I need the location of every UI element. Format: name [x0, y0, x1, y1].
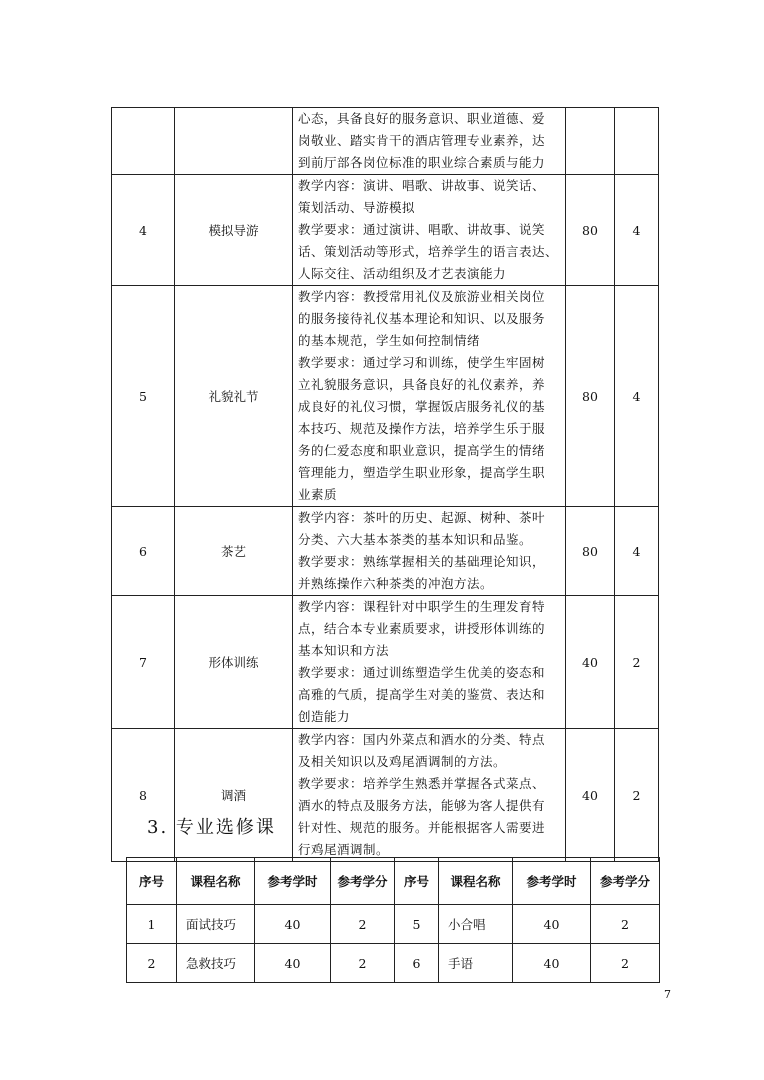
content-line: 教学内容：教授常用礼仪及旅游业相关岗位 — [298, 289, 546, 304]
content-line: 本技巧、规范及操作方法，培养学生乐于服 — [298, 421, 546, 436]
cell-ref-credits — [615, 108, 659, 175]
content-line: 分类、六大基本茶类的基本知识和品鉴。 — [298, 532, 533, 547]
cell-ref-credits: 4 — [615, 507, 659, 596]
content-line: 话、策划活动等形式，培养学生的语言表达、 — [298, 244, 559, 259]
header-course-name: 课程名称 — [177, 858, 255, 905]
cell-seq: 8 — [112, 729, 175, 862]
content-line: 教学要求：熟练掌握相关的基础理论知识， — [298, 554, 546, 569]
cell-content — [293, 596, 566, 729]
content-line: 的服务接待礼仪基本理论和知识、以及服务 — [298, 311, 546, 326]
elective-table — [126, 857, 660, 983]
cell-ref-credits: 2 — [615, 596, 659, 729]
content-line: 行鸡尾酒调制。 — [298, 842, 390, 857]
course-table — [111, 107, 659, 862]
content-line: 酒水的特点及服务方法，能够为客人提供有 — [298, 798, 546, 813]
section-heading: 3. 专业选修课 — [147, 817, 276, 838]
content-line: 岗敬业、踏实肯干的酒店管理专业素养，达 — [298, 133, 546, 148]
cell-content — [293, 729, 566, 862]
cell-ref-hours — [566, 108, 615, 175]
cell-seq: 4 — [112, 175, 175, 286]
content-line: 教学要求：通过训练塑造学生优美的姿态和 — [298, 665, 546, 680]
content-line: 务的仁爱态度和职业意识，提高学生的情绪 — [298, 443, 546, 458]
cell-seq: 6 — [395, 944, 439, 983]
cell-ref-hours: 40 — [255, 944, 331, 983]
cell-course-name: 茶艺 — [175, 507, 293, 596]
cell-ref-credits: 2 — [331, 944, 395, 983]
content-line: 教学要求：通过演讲、唱歌、讲故事、说笑 — [298, 222, 546, 237]
course-row — [112, 286, 659, 507]
content-line: 基本知识和方法 — [298, 643, 390, 658]
cell-course-name: 面试技巧 — [177, 905, 255, 944]
cell-course-name: 形体训练 — [175, 596, 293, 729]
cell-content — [293, 108, 566, 175]
header-seq: 序号 — [127, 858, 177, 905]
cell-ref-hours: 80 — [566, 286, 615, 507]
cell-seq: 5 — [395, 905, 439, 944]
course-row — [112, 108, 659, 175]
cell-ref-credits: 4 — [615, 286, 659, 507]
content-line: 成良好的礼仪习惯，掌握饭店服务礼仪的基 — [298, 399, 546, 414]
cell-seq: 2 — [127, 944, 177, 983]
header-ref-credits: 参考学分 — [331, 858, 395, 905]
cell-ref-hours: 40 — [513, 905, 591, 944]
cell-seq — [112, 108, 175, 175]
elective-row — [127, 905, 660, 944]
course-row — [112, 507, 659, 596]
content-line: 心态，具备良好的服务意识、职业道德、爱 — [298, 111, 546, 126]
content-line: 教学内容：国内外菜点和酒水的分类、特点 — [298, 732, 546, 747]
content-line: 教学内容：茶叶的历史、起源、树种、茶叶 — [298, 510, 546, 525]
cell-ref-credits: 2 — [591, 905, 660, 944]
page-number: 7 — [664, 988, 671, 1001]
content-line: 并熟练操作六种茶类的冲泡方法。 — [298, 576, 494, 591]
header-ref-hours: 参考学时 — [513, 858, 591, 905]
content-line: 点，结合本专业素质要求，讲授形体训练的 — [298, 621, 546, 636]
cell-ref-hours: 80 — [566, 175, 615, 286]
header-ref-credits: 参考学分 — [591, 858, 660, 905]
cell-ref-hours: 40 — [566, 596, 615, 729]
content-line: 业素质 — [298, 487, 338, 502]
cell-content — [293, 175, 566, 286]
content-line: 针对性、规范的服务。并能根据客人需要进 — [298, 820, 546, 835]
cell-course-name — [175, 108, 293, 175]
cell-ref-hours: 40 — [566, 729, 615, 862]
cell-ref-credits: 4 — [615, 175, 659, 286]
cell-ref-hours: 80 — [566, 507, 615, 596]
content-line: 及相关知识以及鸡尾酒调制的方法。 — [298, 754, 507, 769]
header-seq: 序号 — [395, 858, 439, 905]
cell-course-name: 调酒 — [175, 729, 293, 862]
cell-course-name: 手语 — [439, 944, 513, 983]
content-line: 到前厅部各岗位标准的职业综合素质与能力 — [298, 155, 546, 170]
cell-ref-hours: 40 — [255, 905, 331, 944]
cell-ref-hours: 40 — [513, 944, 591, 983]
content-line: 教学内容：演讲、唱歌、讲故事、说笑话、 — [298, 178, 546, 193]
course-row — [112, 729, 659, 862]
header-ref-hours: 参考学时 — [255, 858, 331, 905]
cell-course-name: 小合唱 — [439, 905, 513, 944]
cell-ref-credits: 2 — [331, 905, 395, 944]
content-line: 教学内容：课程针对中职学生的生理发育特 — [298, 599, 546, 614]
cell-course-name: 急救技巧 — [177, 944, 255, 983]
cell-content — [293, 286, 566, 507]
cell-content — [293, 507, 566, 596]
content-line: 立礼貌服务意识，具备良好的礼仪素养，养 — [298, 377, 546, 392]
cell-course-name: 模拟导游 — [175, 175, 293, 286]
course-table-body — [112, 108, 659, 862]
elective-row — [127, 944, 660, 983]
cell-course-name: 礼貌礼节 — [175, 286, 293, 507]
cell-seq: 5 — [112, 286, 175, 507]
cell-seq: 1 — [127, 905, 177, 944]
course-row — [112, 596, 659, 729]
course-row — [112, 175, 659, 286]
content-line: 策划活动、导游模拟 — [298, 200, 416, 215]
content-line: 创造能力 — [298, 709, 351, 724]
content-line: 教学要求：培养学生熟悉并掌握各式菜点、 — [298, 776, 546, 791]
elective-header-row — [127, 858, 660, 905]
header-course-name: 课程名称 — [439, 858, 513, 905]
content-line: 教学要求：通过学习和训练，使学生牢固树 — [298, 355, 546, 370]
content-line: 人际交往、活动组织及才艺表演能力 — [298, 266, 507, 281]
cell-seq: 7 — [112, 596, 175, 729]
content-line: 高雅的气质，提高学生对美的鉴赏、表达和 — [298, 687, 546, 702]
cell-seq: 6 — [112, 507, 175, 596]
content-line: 的基本规范，学生如何控制情绪 — [298, 333, 481, 348]
cell-ref-credits: 2 — [591, 944, 660, 983]
cell-ref-credits: 2 — [615, 729, 659, 862]
content-line: 管理能力，塑造学生职业形象，提高学生职 — [298, 465, 546, 480]
